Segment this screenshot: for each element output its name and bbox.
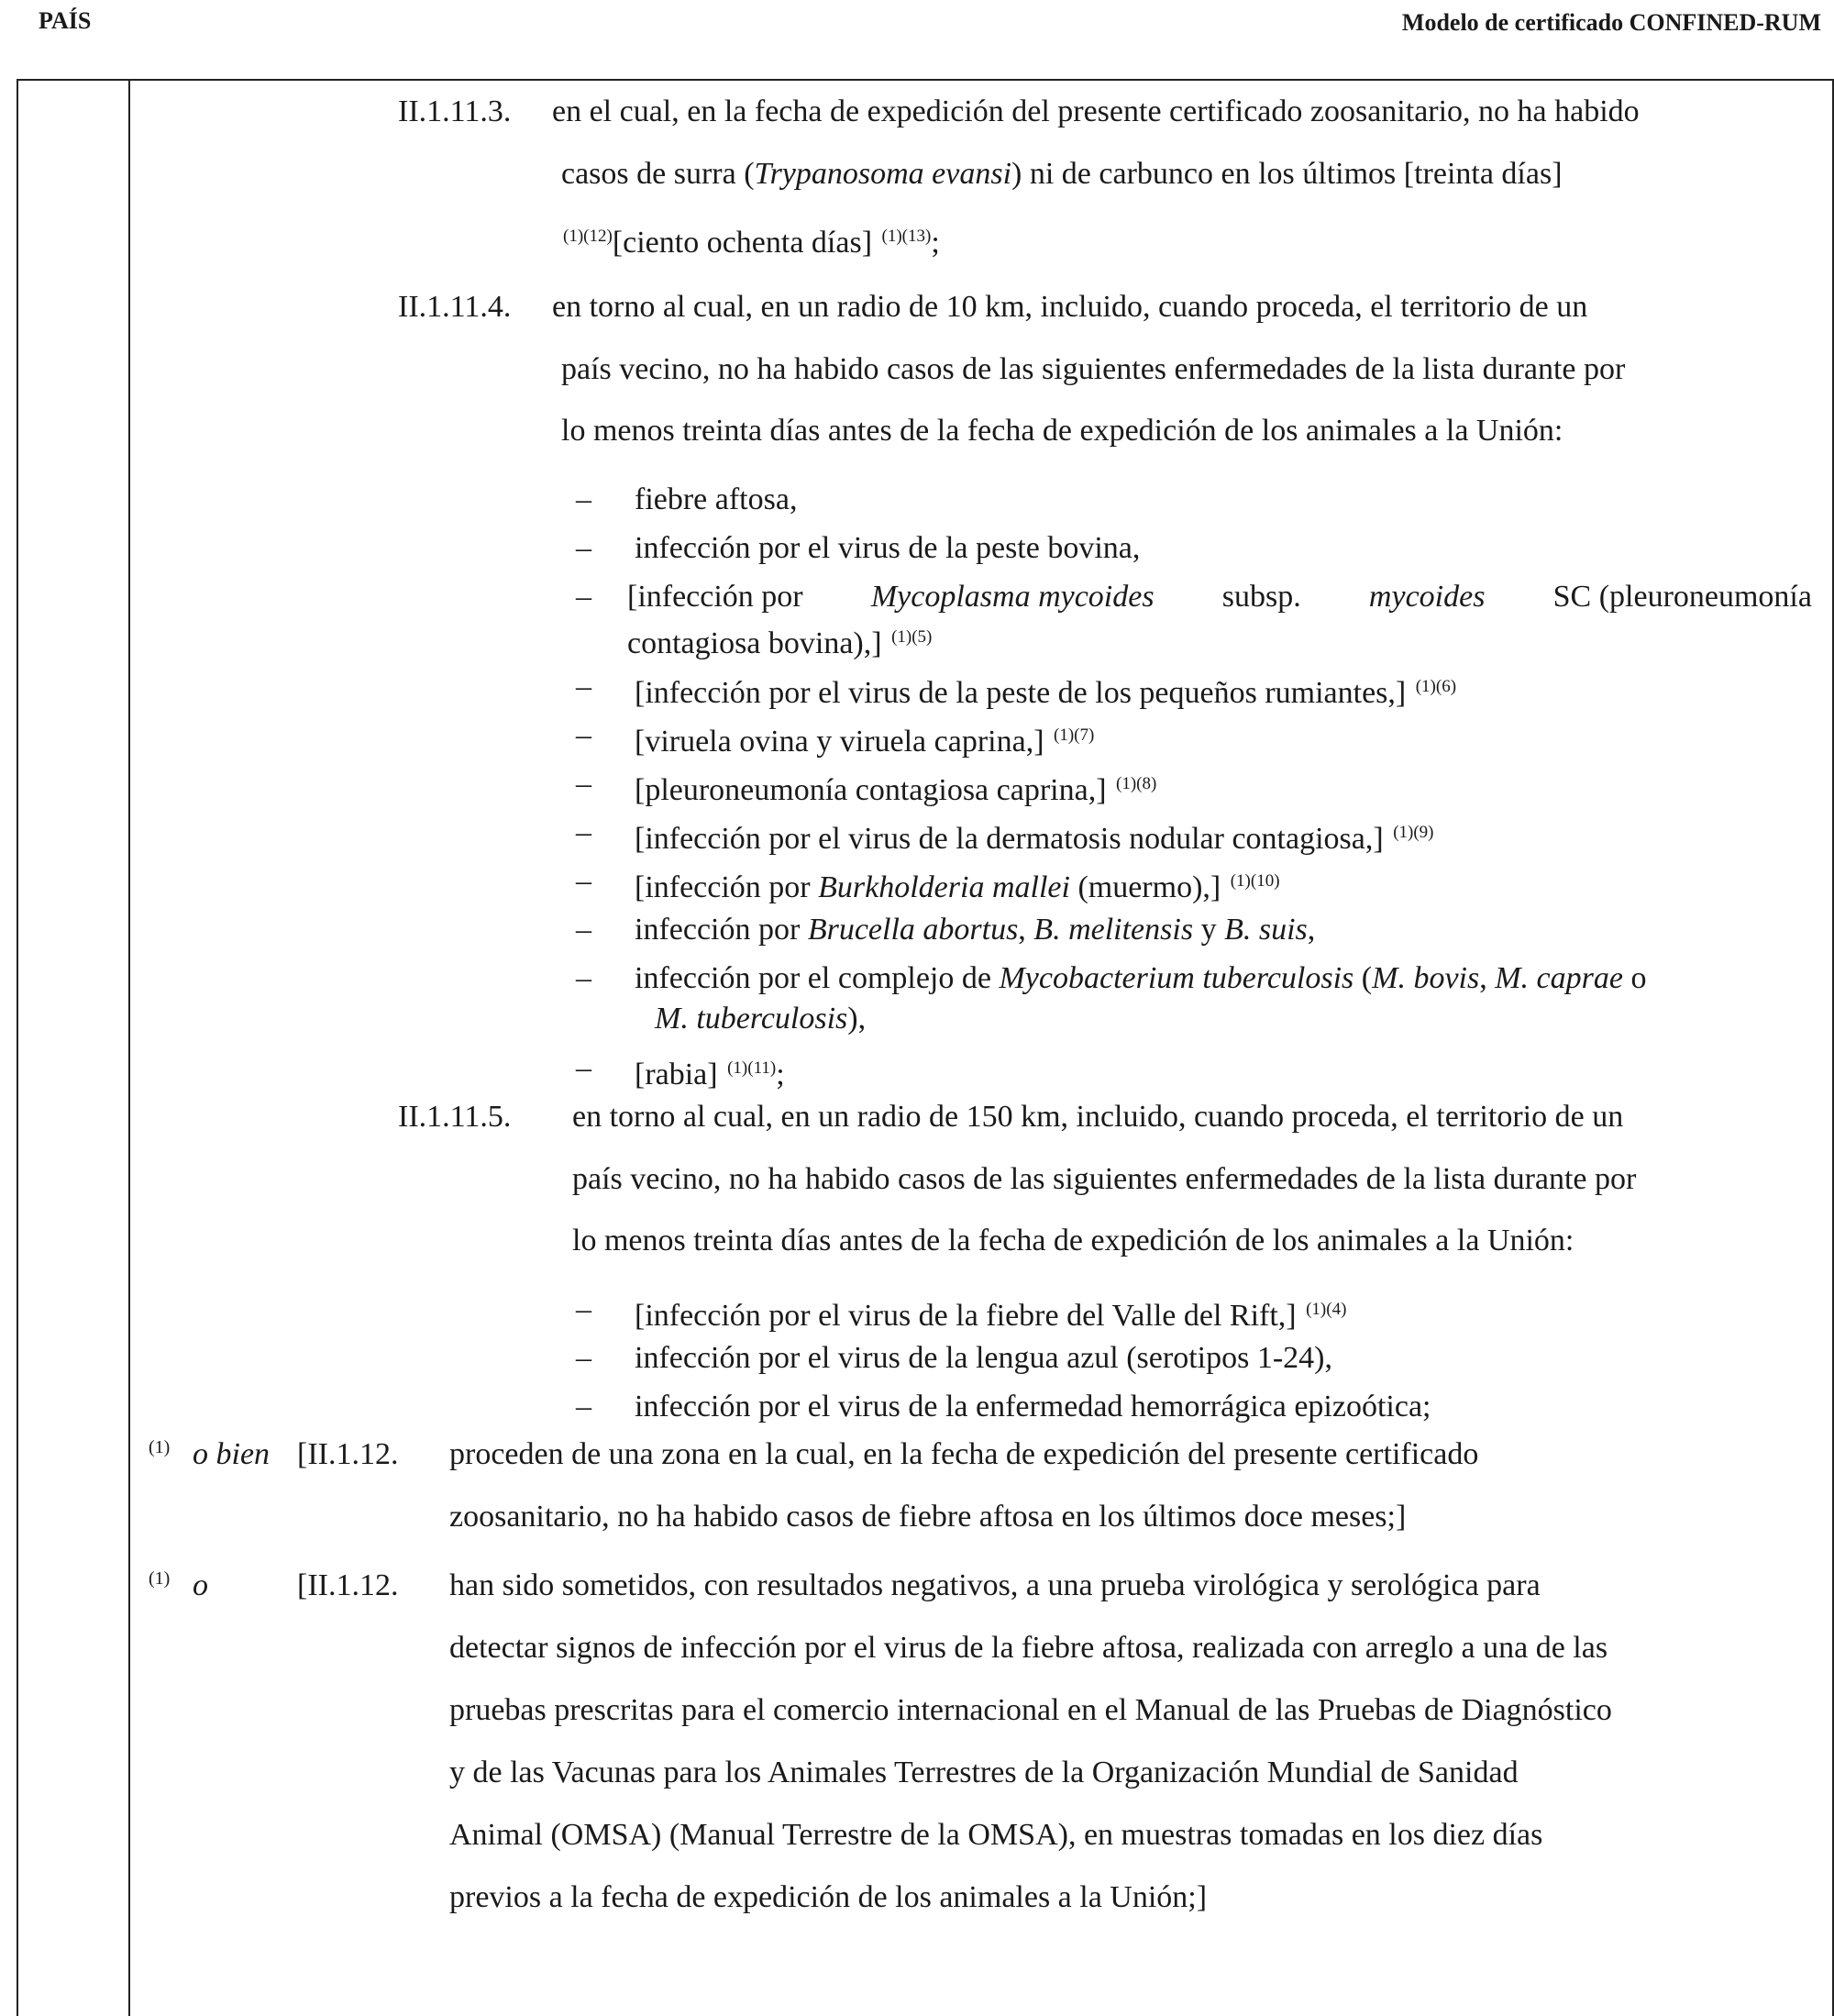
option-label: o [193,1568,208,1602]
section-1113-number: II.1.11.3. [398,94,512,128]
list-dash: – [576,1292,591,1326]
section-112b-line4: y de las Vacunas para los Animales Terrestres de la Organización Mundial de Sanidad [449,1756,1519,1789]
section-112b-number: [II.1.12. [297,1568,399,1602]
list-item: infección por el virus de la enfermedad hemorrágica epizoótica; [635,1390,1431,1423]
list-dash: – [576,961,591,995]
section-112a-number: [II.1.12. [297,1437,399,1471]
list-dash: – [576,1051,591,1085]
section-112a-line2: zoosanitario, no ha habido casos de fiebre aftosa en los últimos doce meses;] [449,1500,1407,1534]
section-112b-line3: pruebas prescritas para el comercio internacional en el Manual de las Pruebas de Diagnóstico [449,1693,1612,1727]
list-dash: – [576,670,591,703]
page-header-country: PAÍS [39,7,92,34]
section-1114-number: II.1.11.4. [398,290,512,324]
section-1114-line3: lo menos treinta días antes de la fecha de expedición de los animales a la Unión: [561,414,1563,448]
list-item: infección por Brucella abortus, B. melitensis y B. suis, [635,913,1316,947]
section-112b-line1: han sido sometidos, con resultados negativos, a una prueba virológica y serológica para [449,1568,1541,1602]
page-header-model: Modelo de certificado CONFINED-RUM [1401,9,1821,36]
section-112b-line5: Animal (OMSA) (Manual Terrestre de la OMSA), en muestras tomadas en los diez días [449,1818,1543,1852]
footnote-marker: (1) [149,1437,171,1457]
section-1113-line3: $^{(1)(12)}$[ciento ochenta días] $^{(1)(13)}$; [563,226,940,260]
list-dash: – [576,531,591,565]
table-left-border [17,79,18,2016]
section-1114-line1: en torno al cual, en un radio de 10 km, incluido, cuando proceda, el territorio de un [552,290,1588,324]
list-item: infección por el virus de la lengua azul (serotipos 1-24), [635,1341,1332,1375]
section-1114-line2: país vecino, no ha habido casos de las siguientes enfermedades de la lista durante por [561,352,1626,386]
list-item: infección por el complejo de Mycobacterium tuberculosis (M. bovis, M. caprae o [635,961,1647,995]
list-item: [infección por Mycoplasma mycoides subsp. mycoides SC (pleuroneumonía [627,580,1812,614]
list-item: [infección por el virus de la fiebre del Valle del Rift,] $^{(1)(4)}$ [635,1299,1347,1333]
list-item: [infección por el virus de la dermatosis nodular contagiosa,] $^{(1)(9)}$ [635,822,1434,856]
list-dash: – [576,1341,591,1375]
list-item: [viruela ovina y viruela caprina,] $^{(1)(7)}$ [635,725,1095,759]
list-dash: – [576,815,591,849]
list-dash: – [576,864,591,898]
list-dash: – [576,482,591,516]
table-top-border [17,79,1834,81]
footnote-marker: (1) [149,1568,171,1589]
section-112b-line6: previos a la fecha de expedición de los animales a la Unión;] [449,1880,1208,1914]
list-dash: – [576,718,591,752]
list-item: [infección por Burkholderia mallei (muermo),] $^{(1)(10)}$ [635,870,1280,904]
list-item-continuation: M. tuberculosis), [655,1002,867,1036]
list-item: [rabia] $^{(1)(11)}$; [635,1058,785,1091]
section-112b-line2: detectar signos de infección por el virus de la fiebre aftosa, realizada con arreglo a una de las [449,1631,1608,1665]
list-item: [infección por el virus de la peste de los pequeños rumiantes,] $^{(1)(6)}$ [635,676,1457,710]
list-item: fiebre aftosa, [635,482,798,516]
list-dash: – [576,1390,591,1423]
list-item: infección por el virus de la peste bovina, [635,531,1141,565]
list-item: [pleuroneumonía contagiosa caprina,] $^{(1)(8)}$ [635,773,1157,807]
section-1113-line1: en el cual, en la fecha de expedición del presente certificado zoosanitario, no ha habido [552,94,1640,128]
list-dash: – [576,913,591,947]
section-1115-number: II.1.11.5. [398,1100,512,1134]
section-1115-line3: lo menos treinta días antes de la fecha de expedición de los animales a la Unión: [572,1224,1574,1257]
list-item-continuation: contagiosa bovina),] $^{(1)(5)}$ [627,626,933,660]
section-1115-line2: país vecino, no ha habido casos de las siguientes enfermedades de la lista durante por [572,1162,1637,1196]
table-column-divider [128,79,130,2016]
list-dash: – [576,767,591,801]
list-dash: – [576,580,591,614]
section-1115-line1: en torno al cual, en un radio de 150 km, incluido, cuando proceda, el territorio de un [572,1100,1624,1134]
section-1113-line2: casos de surra (Trypanosoma evansi) ni de carbunco en los últimos [treinta días] [561,157,1563,191]
option-label: o bien [193,1437,271,1471]
section-112a-line1: proceden de una zona en la cual, en la fecha de expedición del presente certificado [449,1437,1479,1471]
